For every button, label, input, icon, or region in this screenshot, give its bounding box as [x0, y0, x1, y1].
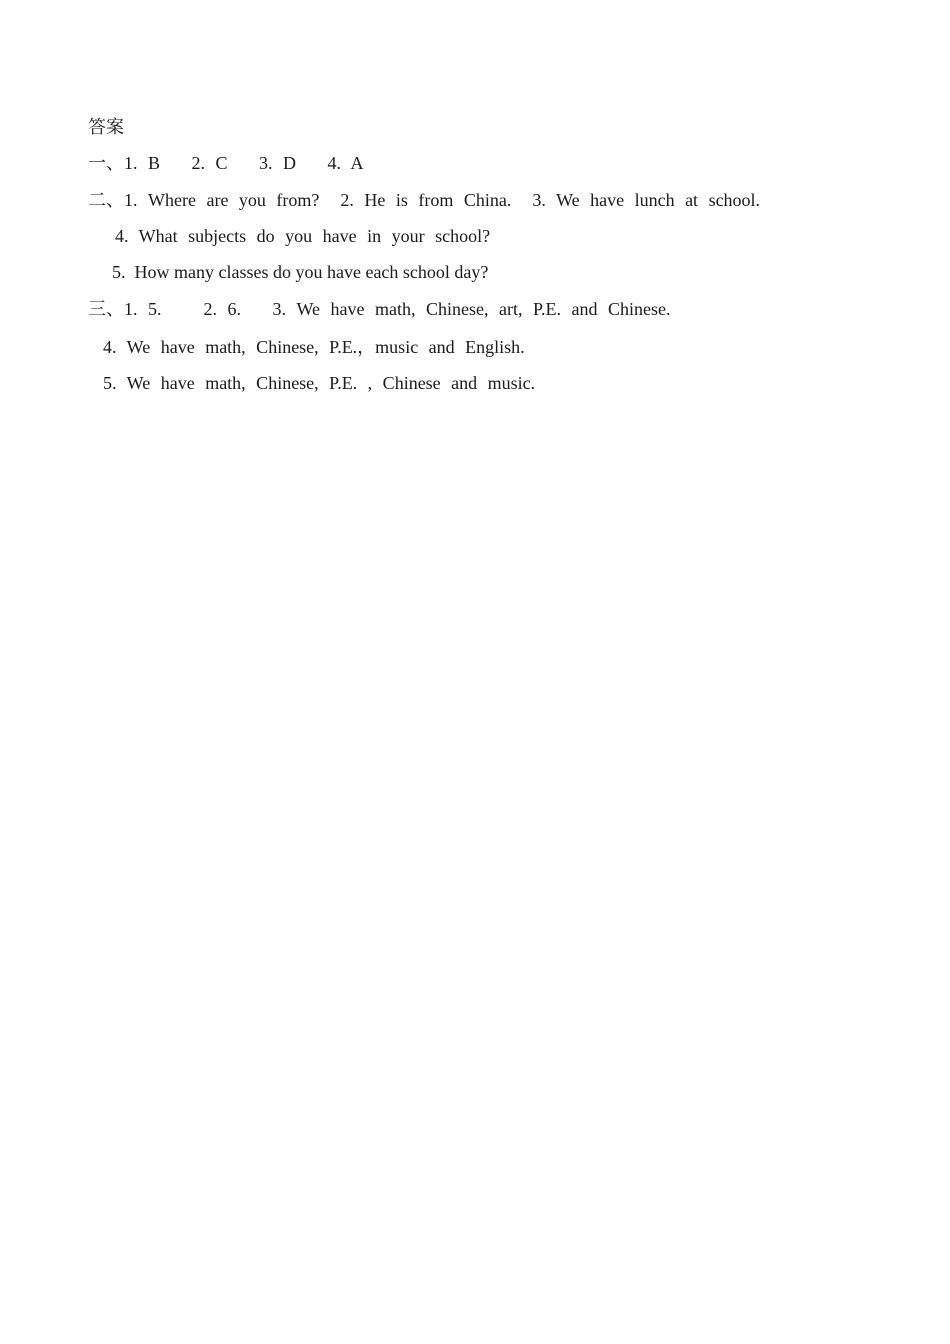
section-3-answers-line-1: 三、1. 5. 2. 6. 3. We have math, Chinese, art, P.E. and Chinese. — [88, 299, 671, 319]
section-3-answers-line-3: 5. We have math, Chinese, P.E. , Chinese and music. — [103, 373, 536, 393]
section-2-answers-line-2: 4. What subjects do you have in your school? — [115, 226, 491, 246]
answer-title: 答案 — [88, 117, 124, 137]
section-2-answers-line-3: 5. How many classes do you have each school day? — [112, 262, 489, 282]
section-3-answers-line-2: 4. We have math, Chinese, P.E.，music and English. — [103, 337, 525, 357]
section-1-answers: 一、1. B 2. C 3. D 4. A — [88, 153, 364, 173]
section-2-answers-line-1: 二、1. Where are you from? 2. He is from China. 3. We have lunch at school. — [88, 190, 761, 210]
